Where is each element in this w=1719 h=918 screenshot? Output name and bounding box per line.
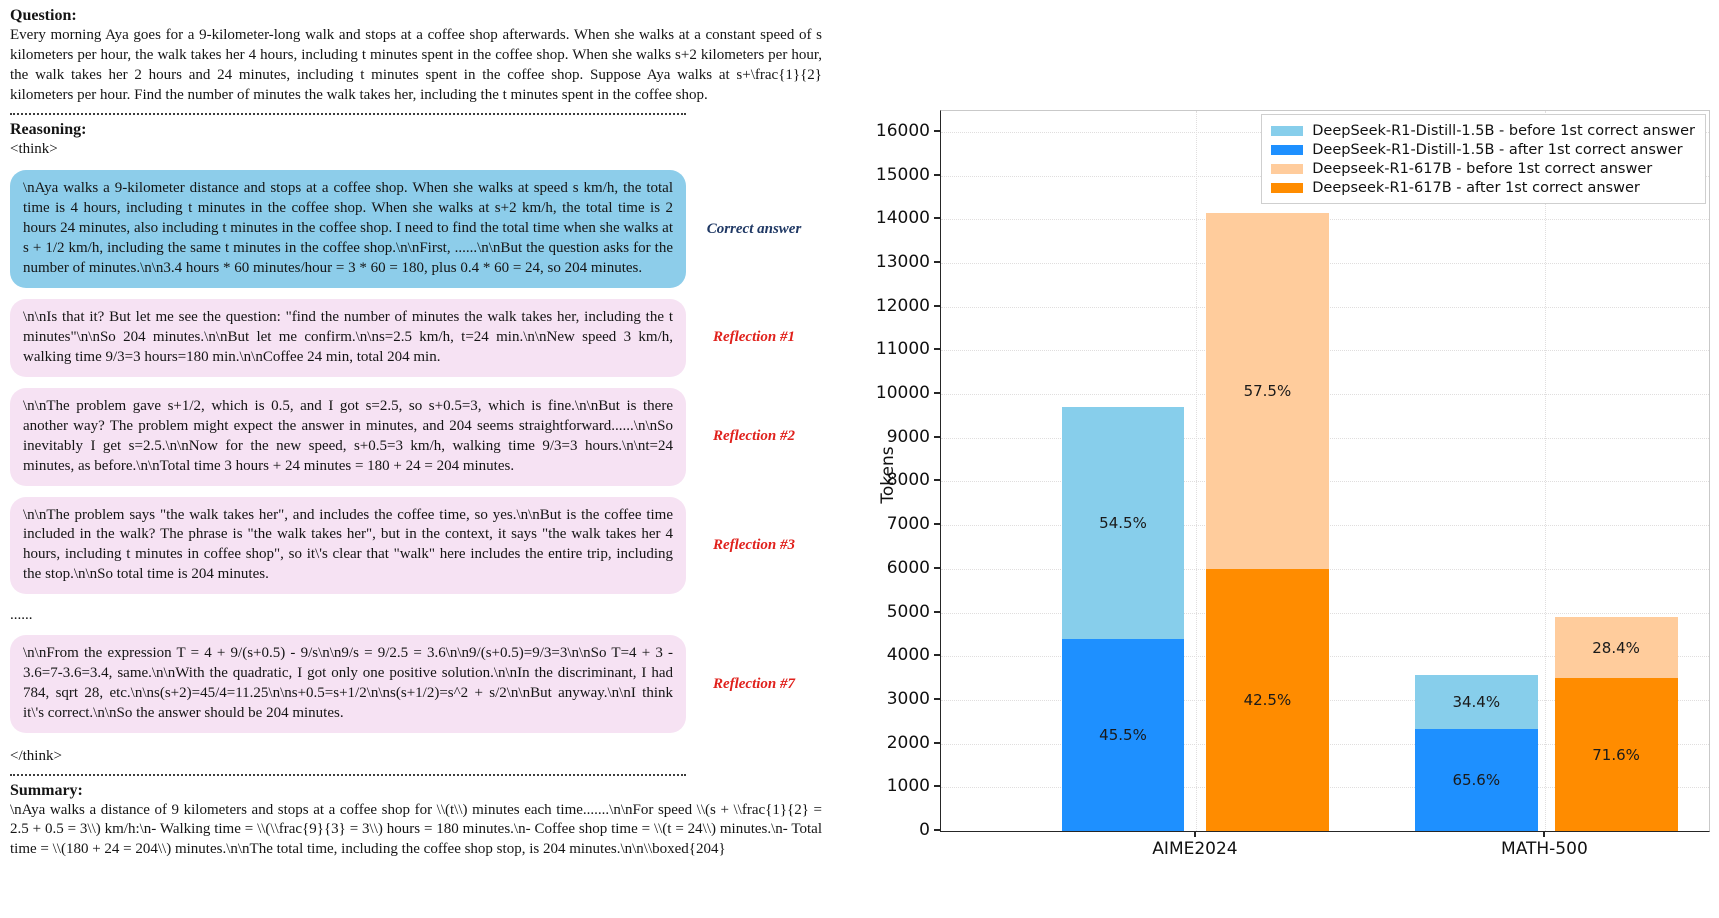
y-tick-label: 3000 <box>886 688 930 709</box>
legend-entry-label: DeepSeek-R1-Distill-1.5B - before 1st correct answer <box>1312 122 1695 139</box>
reflection-3-box: \n\nThe problem says "the walk takes her", and includes the coffee time, so yes.\n\nBut is the coffee time included in the walk? The phrase is "the walk takes her", but in the context, it says "the walk takes her 4 hours, including t minutes in coffee shop", so it\'s clear that "walk" here includes the entire trip, including the stop.\n\nSo total time is 204 minutes. <box>10 497 686 595</box>
y-tick-mark <box>934 611 940 613</box>
reflection-7-box: \n\nFrom the expression T = 4 + 9/(s+0.5) - 9/s\n\n9/s = 9/2.5 = 3.6\n\n9/(s+0.5)=9/3=3\n\nSo T=4 + 3 - 3.6=7-3.6=3.4, same.\n\nWith the quadratic, I got only one positive solution.\n\nIn the discriminant, I had 784, sqrt 28, etc.\n\ns(s+2)=45/4=11.25\n\ns+0.5=s+1/2\n\ns(s+1/2)=s^2 + s/2\n\nBut anyway.\n\nI think it\'s correct.\n\nSo the answer should be 204 minutes. <box>10 635 686 733</box>
y-tick-mark <box>934 479 940 481</box>
correct-answer-label: Correct answer <box>706 220 802 237</box>
y-tick-label: 2000 <box>886 732 930 753</box>
percent-label: 71.6% <box>1592 745 1640 764</box>
x-category-label: AIME2024 <box>1152 839 1238 859</box>
summary-header: Summary: <box>10 781 83 799</box>
reflection-7-label: Reflection #7 <box>712 675 796 692</box>
tokens-bar-chart <box>870 95 1719 885</box>
legend-row <box>1271 140 1695 159</box>
y-tick-mark <box>934 698 940 700</box>
divider <box>10 113 686 115</box>
y-tick-label: 9000 <box>886 426 930 447</box>
think-open-tag: <think> <box>10 140 58 157</box>
y-tick-mark <box>934 436 940 438</box>
y-tick-label: 0 <box>919 820 930 840</box>
y-tick-label: 5000 <box>886 601 930 622</box>
percent-label: 45.5% <box>1099 725 1147 744</box>
x-category-label: MATH-500 <box>1501 839 1588 859</box>
y-tick-label: 10000 <box>875 383 930 404</box>
reflection-3-label: Reflection #3 <box>712 536 796 553</box>
percent-label: 54.5% <box>1099 514 1147 532</box>
y-tick-mark <box>934 654 940 656</box>
correct-answer-box: \nAya walks a 9-kilometer distance and stops at a coffee shop. When she walks at speed s km/h, the total time is 4 hours, including t minutes in the coffee shop. When she walks at s+2 km/h, the total time is 2 hours 24 minutes, also including t minutes in the coffee shop. I need to find the total time when she walks at s + 1/2 km/h, including the same t minutes in the coffee shop.\n\nFirst, ......\n\nBut the question asks for the number of minutes.\n\n3.4 hours * 60 minutes/hour = 3 * 60 = 180, plus 0.4 * 60 = 24, so 204 minutes. <box>10 170 686 288</box>
y-tick-mark <box>934 348 940 350</box>
y-tick-mark <box>934 261 940 263</box>
question-header: Question: <box>10 7 77 24</box>
reflection-2-box: \n\nThe problem gave s+1/2, which is 0.5, and I got s=2.5, so s+0.5=3, which is fine.\n\nBut is there another way? The problem might expect the answer in minutes, and 204 seems straightforward......\n\nSo inevitably I get s=2.5.\n\nNow for the new speed, s+0.5=3 km/h, walking time 9/3=3 hours.\n\nt=24 minutes, as before.\n\nTotal time 3 hours + 24 minutes = 180 + 24 = 204 minutes. <box>10 388 686 486</box>
question-text: Every morning Aya goes for a 9-kilometer-long walk and stops at a coffee shop afterwards. When she walks at a constant speed of s kilometers per hour, the walk takes her 4 hours, including t minutes spent in the coffee shop. When she walks s+2 kilometers per hour, the walk takes her 2 hours and 24 minutes, including t minutes spent in the coffee shop. Suppose Aya walks at s+\frac{1}{2} kilometers per hour. Find the number of minutes the walk takes her, including the t minutes spent in the coffee shop. <box>10 27 822 103</box>
legend-entry-label: Deepseek-R1-617B - after 1st correct answer <box>1312 179 1640 196</box>
y-tick-mark <box>934 130 940 132</box>
y-tick-mark <box>934 567 940 569</box>
legend-entry-label: Deepseek-R1-617B - before 1st correct answer <box>1312 160 1653 177</box>
v-gridline <box>1545 111 1546 831</box>
legend-swatch-icon <box>1271 145 1303 155</box>
reflection-7-row <box>10 635 822 733</box>
y-tick-mark <box>934 785 940 787</box>
reflection-2-label: Reflection #2 <box>712 428 796 445</box>
y-tick-label: 15000 <box>875 164 930 185</box>
y-axis-label: Tokens <box>878 446 898 504</box>
y-tick-label: 8000 <box>886 470 930 491</box>
reflection-1-box: \n\nIs that it? But let me see the question: "find the number of minutes the walk takes her, including the t minutes"\n\nSo 204 minutes.\n\nBut let me confirm.\n\ns=2.5 km/h, t=24 min.\n\nNew speed 3 km/h, walking time 9/3=3 hours=180 min.\n\nCoffee 24 min, total 204 min. <box>10 299 686 377</box>
y-tick-label: 6000 <box>886 557 930 578</box>
legend-row <box>1271 178 1695 197</box>
plot-area <box>940 110 1710 832</box>
x-tick-mark <box>1543 831 1545 837</box>
y-tick-mark <box>934 392 940 394</box>
legend-swatch-icon <box>1271 183 1303 193</box>
y-tick-label: 11000 <box>875 339 930 360</box>
y-tick-mark <box>934 305 940 307</box>
y-tick-label: 1000 <box>886 776 930 797</box>
legend-entry-label: DeepSeek-R1-Distill-1.5B - after 1st correct answer <box>1312 141 1683 158</box>
y-tick-mark <box>934 523 940 525</box>
legend-swatch-icon <box>1271 164 1303 174</box>
y-tick-mark <box>934 217 940 219</box>
correct-answer-row <box>10 170 822 288</box>
summary-text: \nAya walks a distance of 9 kilometers and stops at a coffee shop for \\(t\\) minutes each time.......\n\nFor speed \\(s + \\frac{1}{2} = 2.5 + 0.5 = 3\\) km/h:\n- Walking time = \\(\\frac{9}{3} = 3\\) hours = 180 minutes.\n- Coffee shop time = \\(t = 24\\) minutes.\n- Total time = \\(180 + 24 = 204\\) minutes.\n\nThe total time, including the coffee shop stop, is 204 minutes.\n\n\\boxed{204} <box>10 801 822 858</box>
y-tick-mark <box>934 174 940 176</box>
y-tick-label: 4000 <box>886 645 930 666</box>
y-tick-mark <box>934 829 940 831</box>
y-tick-label: 12000 <box>875 295 930 316</box>
reflection-1-row <box>10 299 822 377</box>
legend-row <box>1271 121 1695 140</box>
percent-label: 57.5% <box>1243 381 1292 400</box>
think-close-tag: </think> <box>10 748 62 764</box>
legend-swatch-icon <box>1271 126 1303 136</box>
y-tick-mark <box>934 742 940 744</box>
percent-label: 28.4% <box>1592 638 1640 657</box>
reasoning-header: Reasoning: <box>10 120 87 138</box>
y-tick-label: 16000 <box>875 120 930 141</box>
percent-label: 42.5% <box>1243 690 1292 709</box>
y-tick-label: 7000 <box>886 514 930 535</box>
x-tick-mark <box>1194 831 1196 837</box>
reflection-2-row <box>10 388 822 486</box>
reasoning-trace-panel <box>10 6 822 860</box>
chart-legend <box>1261 114 1706 204</box>
percent-label: 65.6% <box>1452 771 1501 790</box>
omitted-steps-ellipsis: ...... <box>10 607 33 624</box>
divider <box>10 774 686 776</box>
percent-label: 34.4% <box>1452 693 1501 712</box>
v-gridline <box>1196 111 1197 831</box>
reflection-1-label: Reflection #1 <box>712 329 796 346</box>
y-tick-label: 13000 <box>875 252 930 273</box>
y-tick-label: 14000 <box>875 208 930 229</box>
reflection-3-row <box>10 497 822 595</box>
legend-row <box>1271 159 1695 178</box>
